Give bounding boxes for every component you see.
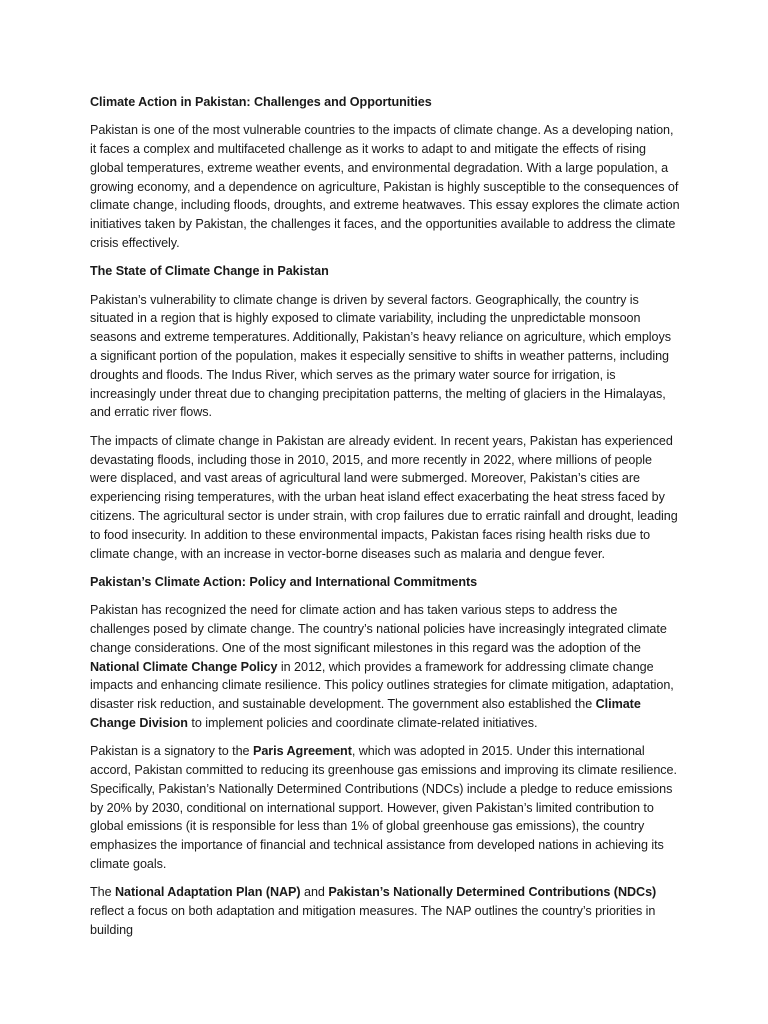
state-paragraph-1: Pakistan’s vulnerability to climate change is driven by several factors. Geographically, the country is situated in a region that is highly exposed to climate variability, including the unpredictable monsoon seasons and extreme temperatures. Additionally, Pakistan’s heavy reliance on agriculture, which employs a significant portion of the population, makes it especially sensitive to shifts in weather patterns, including droughts and floods. The Indus River, which serves as the primary water source for irrigation, is increasingly under threat due to changing precipitation patterns, the melting of glaciers in the Himalayas, and erratic river flows. — [90, 292, 672, 420]
policy-p3-text-a: The — [90, 885, 115, 900]
policy-p1-text-c: in 2012, which provides a framework for addressing climate change impacts and enhancing climate resilience. This policy outlines strategies for climate mitigation, adaptation, disaster risk reduction, and sustainable development. The government also established the — [90, 659, 674, 712]
policy-paragraph-2 — [90, 742, 680, 874]
national-climate-change-policy-term: National Climate Change Policy — [90, 659, 278, 674]
policy-p3-text-d: reflect a focus on both adaptation and mitigation measures. The NAP outlines the country’s priorities in building — [90, 904, 656, 937]
state-paragraph-2: The impacts of climate change in Pakistan are already evident. In recent years, Pakistan has experienced devastating floods, including those in 2010, 2015, and more recently in 2022, where millions of people were displaced, and vast areas of agricultural land were submerged. Moreover, Pakistan’s cities are experiencing rising temperatures, with the urban heat island effect exacerbating the heat stress faced by citizens. The agricultural sector is under strain, with crop failures due to erratic rainfall and drought, leading to food insecurity. In addition to these environmental impacts, Pakistan faces rising health risks due to climate change, with an increase in vector-borne diseases such as malaria and dengue fever. — [90, 433, 678, 561]
section-heading-state: The State of Climate Change in Pakistan — [90, 264, 329, 279]
document-body — [90, 93, 680, 949]
national-adaptation-plan-term: National Adaptation Plan (NAP) — [115, 885, 301, 900]
ndcs-term: Pakistan’s Nationally Determined Contributions (NDCs) — [328, 885, 657, 900]
policy-p2-text-a: Pakistan is a signatory to the — [90, 744, 253, 759]
policy-paragraph-1 — [90, 601, 680, 733]
policy-p3-text-c: and — [300, 885, 329, 900]
intro-paragraph: Pakistan is one of the most vulnerable countries to the impacts of climate change. As a developing nation, it faces a complex and multifaceted challenge as it works to adapt to and mitigate the effects of rising global temperatures, extreme weather events, and environmental degradation. With a large population, a growing economy, and a dependence on agriculture, Pakistan is highly susceptible to the consequences of climate change, including floods, droughts, and extreme heatwaves. This essay explores the climate action initiatives taken by Pakistan, the challenges it faces, and the opportunities available to address the climate crisis effectively. — [90, 123, 680, 251]
climate-change-division-term: Climate Change Division — [90, 697, 641, 730]
paris-agreement-term: Paris Agreement — [252, 744, 352, 759]
policy-p2-text-c: , which was adopted in 2015. Under this international accord, Pakistan committed to reducing its greenhouse gas emissions and improving its climate resilience. Specifically, Pakistan’s Nationally Determined Contributions (NDCs) include a pledge to reduce emissions by 20% by 2030, conditional on international support. However, given Pakistan’s limited contribution to global emissions (it is responsible for less than 1% of global greenhouse gas emissions), the country emphasizes the importance of financial and technical assistance from developed nations in achieving its climate goals. — [90, 744, 677, 871]
policy-paragraph-3 — [90, 883, 680, 939]
policy-p1-text-d: to implement policies and coordinate climate-related initiatives. — [187, 715, 538, 730]
section-heading-policy: Pakistan’s Climate Action: Policy and International Commitments — [90, 574, 478, 589]
policy-p1-text-a: Pakistan has recognized the need for climate action and has taken various steps to address the challenges posed by climate change. The country’s national policies have increasingly integrated climate change considerations. One of the most significant milestones in this regard was the adoption of the — [90, 603, 667, 655]
document-title: Climate Action in Pakistan: Challenges and Opportunities — [90, 95, 432, 109]
